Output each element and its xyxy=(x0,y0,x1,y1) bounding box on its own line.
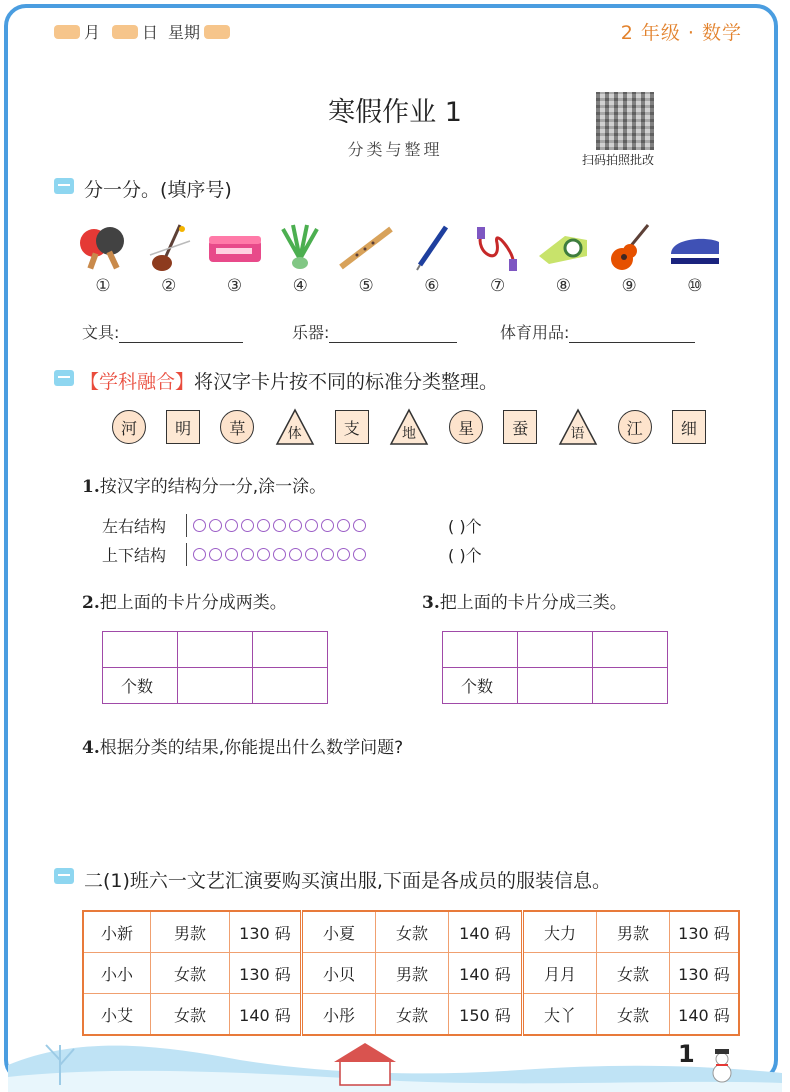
stationery-answer xyxy=(82,320,243,343)
pen-icon xyxy=(403,220,461,276)
item-number: ③ xyxy=(226,276,243,296)
snowman-icon xyxy=(713,1049,731,1082)
subject-fusion-tag: 【学科融合】 xyxy=(80,371,195,393)
instruments-answer xyxy=(292,320,457,343)
weekday-label: 星期 xyxy=(168,23,201,42)
correction-tape-icon xyxy=(534,220,592,276)
sports-answer xyxy=(500,320,695,343)
table-tennis-paddles-icon xyxy=(74,220,132,276)
instruments-label: 乐器: xyxy=(292,323,330,342)
character-cards xyxy=(112,410,706,444)
section-3-heading: 二(1)班六一文艺汇演要购买演出服,下面是各成员的服装信息。 xyxy=(84,870,611,892)
month-label: 月 xyxy=(84,23,101,42)
question-1: 1.按汉字的结构分一分,涂一涂。 xyxy=(82,477,327,497)
three-class-table xyxy=(442,631,668,704)
day-label: 日 xyxy=(142,23,159,42)
item-number: ⑥ xyxy=(424,276,440,296)
section-3-marker xyxy=(54,868,74,884)
section-2-heading xyxy=(80,367,498,394)
left-right-structure-row xyxy=(102,514,366,537)
character-card: 语 xyxy=(558,410,598,444)
question-4: 4.根据分类的结果,你能提出什么数学问题? xyxy=(82,738,404,758)
qr-code[interactable] xyxy=(596,92,654,150)
character-card: 地 xyxy=(389,410,429,444)
qr-label: 扫码拍照批改 xyxy=(582,153,655,167)
stationery-blank[interactable] xyxy=(119,322,243,343)
character-card: 支 xyxy=(335,410,369,444)
section-1-marker xyxy=(54,178,74,194)
table-row: 小小 女款 130 码 小贝 男款 140 码 月月 女款 130 码 xyxy=(83,953,739,994)
item-numbers xyxy=(74,276,724,296)
two-class-table xyxy=(102,631,328,704)
character-card: 江 xyxy=(618,410,652,444)
coloring-circles[interactable] xyxy=(193,519,366,532)
sports-blank[interactable] xyxy=(569,322,695,343)
item-number: ⑨ xyxy=(621,276,637,296)
page-title: 寒假作业 1 xyxy=(328,97,462,128)
item-number: ④ xyxy=(292,276,308,296)
house-icon xyxy=(334,1043,396,1085)
count-label: 个数 xyxy=(443,668,518,704)
item-number: ⑤ xyxy=(358,276,374,296)
character-card: 蚕 xyxy=(503,410,537,444)
sports-label: 体育用品: xyxy=(500,323,570,342)
section-2-marker xyxy=(54,370,74,386)
table-row: 小新 男款 130 码 小夏 女款 140 码 大力 男款 130 码 xyxy=(83,911,739,953)
character-card: 细 xyxy=(672,410,706,444)
erhu-icon xyxy=(140,220,198,276)
question-2: 2.把上面的卡片分成两类。 xyxy=(82,593,287,613)
winter-scene-decoration xyxy=(0,1015,790,1092)
page-number: 1 xyxy=(678,1040,695,1068)
day-blank xyxy=(112,25,138,39)
question-3: 3.把上面的卡片分成三类。 xyxy=(422,593,627,613)
shuttlecock-icon xyxy=(271,220,329,276)
flute-icon xyxy=(337,220,395,276)
item-number: ⑩ xyxy=(687,276,703,296)
character-card: 体 xyxy=(275,410,315,444)
character-card: 草 xyxy=(220,410,254,444)
item-icons xyxy=(74,220,724,276)
grade-subject: 2 年级 · 数学 xyxy=(620,22,742,44)
date-line xyxy=(54,20,230,43)
section-1-heading: 分一分。(填序号) xyxy=(84,179,232,201)
character-card: 星 xyxy=(449,410,483,444)
table-row: 小艾 女款 140 码 小彤 女款 150 码 大丫 女款 140 码 xyxy=(83,994,739,1036)
stapler-icon xyxy=(666,220,724,276)
coloring-circles[interactable] xyxy=(193,548,366,561)
stationery-label: 文具: xyxy=(82,323,120,342)
count-label: 个数 xyxy=(103,668,178,704)
item-number: ① xyxy=(95,276,111,296)
top-bottom-structure-row xyxy=(102,543,366,566)
item-number: ② xyxy=(161,276,177,296)
structure-label: 左右结构 xyxy=(102,514,187,537)
character-card: 明 xyxy=(166,410,200,444)
section-2-text: 将汉字卡片按不同的标准分类整理。 xyxy=(194,371,499,393)
page-subtitle: 分类与整理 xyxy=(347,140,443,159)
structure-label: 上下结构 xyxy=(102,543,187,566)
item-number: ⑧ xyxy=(555,276,571,296)
count-blank[interactable]: ( )个 xyxy=(448,546,482,565)
pencil-case-icon xyxy=(206,220,264,276)
weekday-blank xyxy=(204,25,230,39)
jump-rope-icon xyxy=(469,220,527,276)
guitar-icon xyxy=(600,220,658,276)
item-number: ⑦ xyxy=(489,276,506,296)
count-blank[interactable]: ( )个 xyxy=(448,517,482,536)
month-blank xyxy=(54,25,80,39)
instruments-blank[interactable] xyxy=(329,322,457,343)
character-card: 河 xyxy=(112,410,146,444)
